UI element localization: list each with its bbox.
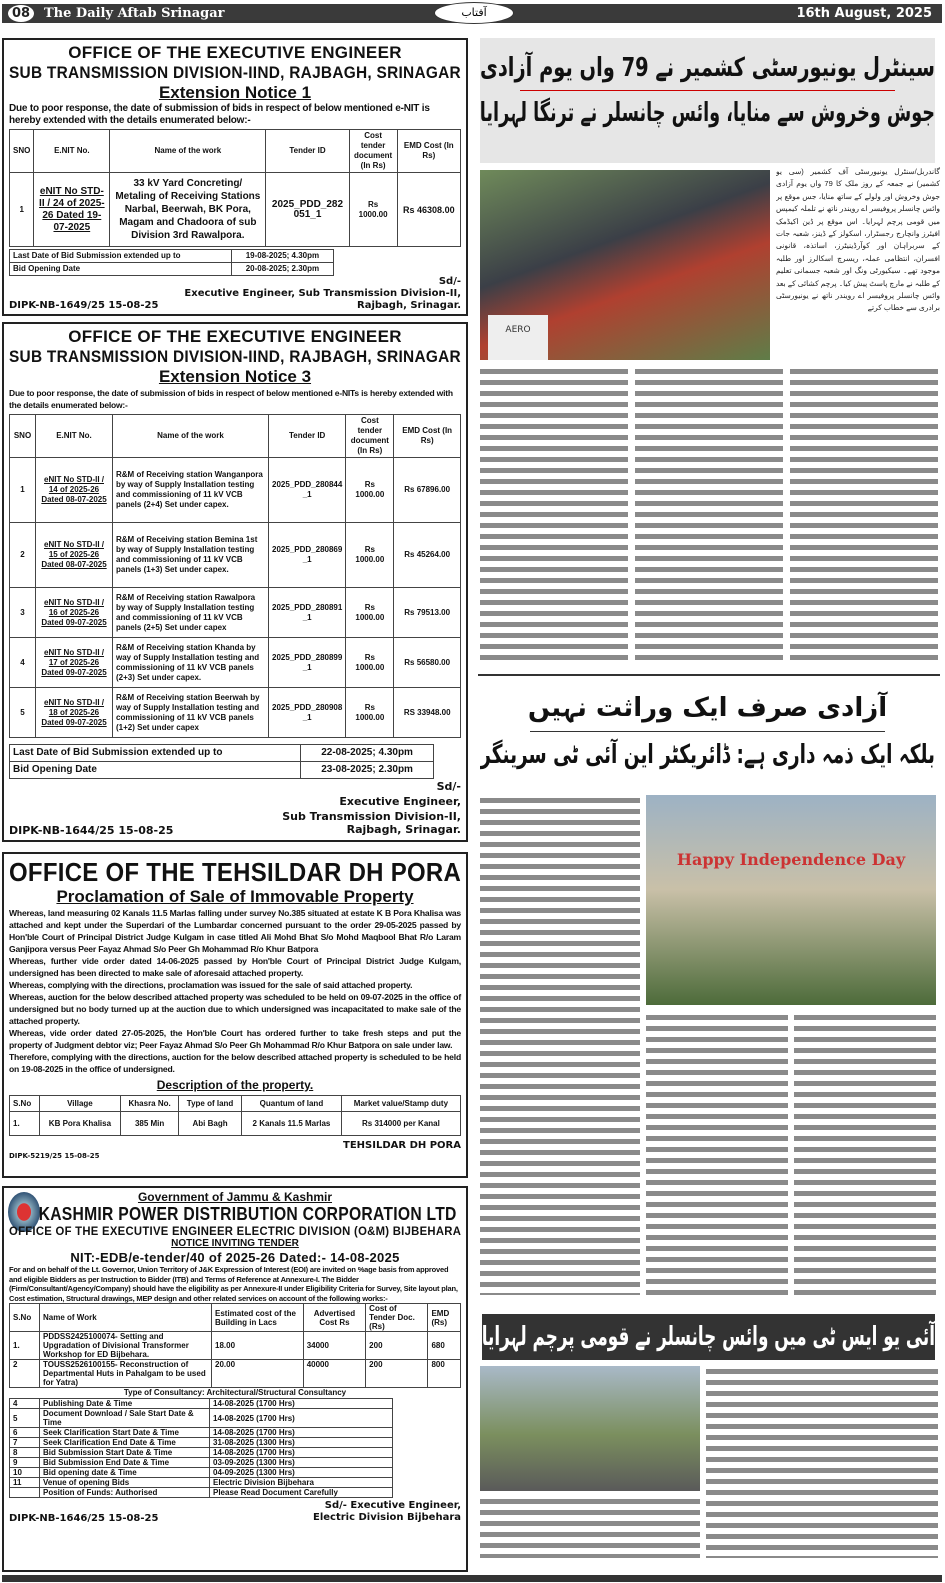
story1-photo-collage [480, 170, 770, 360]
schedule-value: 04-09-2025 (1300 Hrs) [210, 1468, 393, 1478]
cell-work: R&M of Receiving station Rawalpora by way of Supply Installation testing and commissioning of 11 kV VCB panels (2+5) Set under capex [113, 588, 269, 638]
col-tender-id: Tender ID [269, 415, 346, 458]
date-label: Last Date of Bid Submission extended up to [10, 250, 232, 263]
col-value: Market value/Stamp duty [341, 1096, 460, 1112]
division-title: SUB TRANSMISSION DIVISION-IIND, RAJBAGH, SRINAGAR [9, 63, 461, 82]
reference-number: DIPK-5219/25 15-08-25 [9, 1152, 100, 1160]
notice-title: Proclamation of Sale of Immovable Property [56, 887, 414, 906]
cell-sno: 4 [10, 638, 36, 688]
cell-enit: eNIT No STD-II / 14 of 2025-26 Dated 08-07-2025 [36, 458, 113, 523]
schedule-row [10, 1428, 393, 1438]
cell-emd: 680 [428, 1332, 461, 1360]
table-row [10, 1112, 461, 1136]
schedule-number: 4 [10, 1399, 40, 1409]
schedule-value: Electric Division Bijbehara [210, 1478, 393, 1488]
col-enit: E.NIT No. [34, 130, 110, 173]
story1-column [635, 366, 783, 666]
col-sno: S.No [10, 1096, 40, 1112]
story3-headline [482, 1314, 935, 1360]
cell-cost: Rs 1000.00 [346, 588, 394, 638]
cell-advertised: 40000 [303, 1360, 365, 1388]
schedule-number: 11 [10, 1478, 40, 1488]
place: Rajbagh, Srinagar. [357, 300, 461, 311]
table-row [10, 588, 461, 638]
story1-headline [480, 38, 935, 163]
table-row [10, 458, 461, 523]
story2-column [480, 795, 640, 1295]
schedule-row [10, 1438, 393, 1448]
dates-table [9, 249, 334, 276]
notice-title: Extension Notice 3 [158, 367, 312, 386]
col-work: Name of the work [110, 130, 266, 173]
masthead [2, 4, 942, 23]
schedule-number: 6 [10, 1428, 40, 1438]
notice-intro: For and on behalf of the Lt. Governor, Union Territory of J&K Expression of Interest (EOI) are invited on %age basis from approved and eligible Bidders as per Instruction to Bidder (ITB) and Terms of Reference at Annexure-I. The Bidder (Firm/Consultant/Agency/Company) should have the eligibility as per Annexure-II under Eligibility Criteria for Survey, Site layout plan, Cost estimation, Structural drawings, MEP design and other related services on account of the following works:- [9, 1265, 458, 1303]
cell-enit: eNIT No STD-II / 16 of 2025-26 Dated 09-07-2025 [36, 588, 113, 638]
story1-lead-text: گاندربل/سنٹرل یونیورسٹی آف کشمیر (سی یو کشمیر) نے جمعہ کے روز ملک کا 79 واں یوم آزادی جوش وخروش اور ولولے کے ساتھ منایا، جس موقع پر وائس چانسلر پروفیسر اے رویندر ناتھ نے تلملہ کیمپس میں قومی پرچم لہرایا۔ اس موقع پر ڈین اکیڈمک افیئرز وانچارج رجسٹرار، اسکولز کے ڈینز، شعبہ جات کے سربراہان اور کوآرڈینیٹرز، اساتذہ، قانونی افسران، انتظامی عملہ، ریسرچ اسکالرز اور طلبہ موجود تھے۔ سیکیورٹی ونگ اور شعبہ جسمانی تعلیم کے طلبہ نے مارچ پاسٹ پیش کیا۔ پرچم کشائی کے بعد وائس چانسلر پروفیسر اے رویندر ناتھ نے یونیورسٹی برادری سے خطاب کرتے [776, 167, 940, 313]
cell-tender-id: 2025_PDD_280908_1 [269, 688, 346, 738]
newspaper-logo: آفتاب [434, 2, 514, 24]
cell-sno: 1 [10, 458, 36, 523]
headline-line1: آزادی صرف ایک وراثت نہیں [527, 693, 888, 723]
sd: Sd/- [436, 780, 461, 793]
proclamation-paragraph: Whereas, vide order dated 27-05-2025, the Hon'ble Court has ordered further to take fresh steps and put the property of Judgment debtor viz; Peer Fayaz Ahmad S/o Peer Gh Mohammad R/o Khur Batpora on sale under law. [9, 1028, 461, 1050]
tehsildar-proclamation [2, 852, 468, 1178]
proclamation-paragraph: Whereas, complying with the directions, proclamation was issued for the sale of said attached property. [9, 980, 413, 990]
col-cost: Cost tender document (In Rs) [346, 415, 394, 458]
schedule-label: Bid opening date & Time [40, 1468, 210, 1478]
story1-column [480, 366, 628, 666]
signatory: Executive Engineer, Sub Transmission Division-II, [184, 288, 461, 299]
schedule-value: Please Read Document Carefully [210, 1488, 393, 1498]
story2-headline [480, 688, 935, 788]
office-title: OFFICE OF THE EXECUTIVE ENGINEER ELECTRIC DIVISION (O&M) BIJBEHARA [9, 1224, 462, 1238]
date-label: Bid Opening Date [10, 762, 301, 779]
col-tender-id: Tender ID [266, 130, 349, 173]
schedule-value: 14-08-2025 (1700 Hrs) [210, 1428, 393, 1438]
signatory-division: Sub Transmission Division-II, [282, 810, 461, 823]
schedule-label: Publishing Date & Time [40, 1399, 210, 1409]
schedule-value: 31-08-2025 (1300 Hrs) [210, 1438, 393, 1448]
banner-text: Happy Independence Day [676, 850, 906, 869]
schedule-table [9, 1398, 393, 1498]
cell-work: R&M of Receiving station Wanganpora by way of Supply Installation testing and commissioning of 11 kV VCB panels (2+4) Set under capex. [113, 458, 269, 523]
office-title: OFFICE OF THE EXECUTIVE ENGINEER [68, 43, 402, 62]
col-cost: Cost tender document (In Rs) [349, 130, 397, 173]
date-value: 22-08-2025; 4.30pm [301, 745, 434, 762]
tender-table [9, 129, 461, 247]
story1-column [790, 366, 938, 666]
col-advertised: Advertised Cost Rs [303, 1304, 365, 1332]
story3-column [706, 1366, 938, 1558]
cell-emd: Rs 45264.00 [394, 523, 461, 588]
date-value: 20-08-2025; 2.30pm [231, 263, 333, 276]
schedule-row [10, 1458, 393, 1468]
cell-advertised: 34000 [303, 1332, 365, 1360]
cell-sno: 1. [10, 1112, 40, 1136]
table-header [10, 415, 461, 458]
headline-divider [520, 90, 895, 91]
schedule-label: Seek Clarification End Date & Time [40, 1438, 210, 1448]
schedule-number: 7 [10, 1438, 40, 1448]
cell-enit: eNIT No STD-II / 17 of 2025-26 Dated 09-07-2025 [36, 638, 113, 688]
cell-sno: 3 [10, 588, 36, 638]
cell-type: Abi Bagh [179, 1112, 242, 1136]
cell-tender-id: 2025_PDD_280869_1 [269, 523, 346, 588]
property-table [9, 1095, 461, 1136]
page-number: 08 [8, 5, 34, 22]
cell-emd: Rs 67896.00 [394, 458, 461, 523]
col-emd: EMD Cost (In Rs) [394, 415, 461, 458]
cell-enit: eNIT No STD-II / 24 of 2025-26 Dated 19-07-2025 [34, 173, 110, 247]
signatory: TEHSILDAR DH PORA [343, 1140, 461, 1151]
cell-enit: eNIT No STD-II / 15 of 2025-26 Dated 08-07-2025 [36, 523, 113, 588]
cell-sno: 1 [10, 173, 34, 247]
kpdcl-tender-notice [2, 1186, 468, 1572]
newspaper-title: The Daily Aftab Srinagar [44, 6, 225, 21]
notice-title: Extension Notice 1 [158, 83, 312, 102]
table-row [10, 523, 461, 588]
headline: آئی یو ایس ٹی میں وائس چانسلر نے قومی پرچم لہرایا [482, 1322, 935, 1352]
schedule-label: Bid Submission End Date & Time [40, 1458, 210, 1468]
story3-column [480, 1496, 700, 1558]
government-title: Government of Jammu & Kashmir [137, 1190, 333, 1204]
col-emd: EMD Cost (In Rs) [397, 130, 460, 173]
col-khasra: Khasra No. [121, 1096, 179, 1112]
headline-divider [530, 731, 885, 732]
schedule-row [10, 1399, 393, 1409]
table-row [10, 1332, 461, 1360]
schedule-number: 8 [10, 1448, 40, 1458]
schedule-value: 14-08-2025 (1700 Hrs) [210, 1399, 393, 1409]
office-title: OFFICE OF THE TEHSILDAR DH PORA [9, 857, 462, 887]
cell-tender-id: 2025_PDD_280899_1 [269, 638, 346, 688]
table-row [10, 638, 461, 688]
schedule-label: Bid Submission Start Date & Time [40, 1448, 210, 1458]
cell-sno: 1. [10, 1332, 40, 1360]
date-value: 19-08-2025; 4.30pm [231, 250, 333, 263]
proclamation-paragraph: Whereas, further vide order dated 14-06-2025 passed by Hon'ble Court of Principal District Judge Kulgam, undersigned has been directed to make sale of aforesaid attached property. [9, 956, 461, 978]
col-sno: SNO [10, 130, 34, 173]
cell-cost: Rs 1000.00 [346, 458, 394, 523]
cell-estimate: 20.00 [212, 1360, 304, 1388]
col-doc-cost: Cost of Tender Doc. (Rs) [366, 1304, 428, 1332]
cell-quantum: 2 Kanals 11.5 Marlas [242, 1112, 342, 1136]
consultancy-type: Type of Consultancy: Architectural/Structural Consultancy [123, 1388, 347, 1397]
schedule-value: 14-08-2025 (1700 Hrs) [210, 1409, 393, 1428]
schedule-row [10, 1448, 393, 1458]
col-enit: E.NIT No. [36, 415, 113, 458]
cell-tender-id: 2025_PDD_282051_1 [266, 173, 349, 247]
col-village: Village [39, 1096, 120, 1112]
description-title: Description of the property. [156, 1078, 314, 1092]
cell-cost: Rs 1000.00 [349, 173, 397, 247]
cell-emd: Rs 79513.00 [394, 588, 461, 638]
story-divider [478, 674, 940, 676]
headline-line2: بلکہ ایک ذمہ داری ہے: ڈائریکٹر این آئی ٹی سرینگر [480, 740, 935, 770]
reference-number: DIPK-NB-1646/25 15-08-25 [9, 1513, 159, 1524]
schedule-value: 14-08-2025 (1700 Hrs) [210, 1448, 393, 1458]
cell-cost: Rs 1000.00 [346, 688, 394, 738]
table-row [10, 1360, 461, 1388]
cell-work: TOUSS2526100155- Reconstruction of Departmental Huts in Pahalgam to be used for Yatra) [40, 1360, 212, 1388]
cell-cost: Rs 1000.00 [346, 523, 394, 588]
schedule-row [10, 1409, 393, 1428]
place: Rajbagh, Srinagar. [346, 823, 461, 836]
story2-column [794, 1012, 936, 1295]
schedule-label: Document Download / Sale Start Date & Time [40, 1409, 210, 1428]
cell-sno: 2 [10, 1360, 40, 1388]
tender-table [9, 414, 461, 738]
cell-value: Rs 314000 per Kanal [341, 1112, 460, 1136]
schedule-number: 5 [10, 1409, 40, 1428]
cell-emd: Rs 46308.00 [397, 173, 460, 247]
cell-sno: 5 [10, 688, 36, 738]
cell-work: R&M of Receiving station Beerwah by way of Supply Installation testing and commissioning of 11 kV VCB panels (1+2) Set under capex [113, 688, 269, 738]
cell-emd: RS 33948.00 [394, 688, 461, 738]
notice-intro: Due to poor response, the date of submission of bids in respect of below mentioned e-NIT is hereby extended with the details enumerated below:- [9, 103, 430, 126]
office-title: OFFICE OF THE EXECUTIVE ENGINEER [68, 327, 402, 346]
schedule-number: 9 [10, 1458, 40, 1468]
table-header [10, 130, 461, 173]
headline-line2: جوش وخروش سے منایا، وائس چانسلر نے ترنگا لہرایا [480, 98, 935, 128]
signatory-division: Electric Division Bijbehara [312, 1512, 461, 1523]
footer-bar [2, 1575, 942, 1582]
division-title: SUB TRANSMISSION DIVISION-IIND, RAJBAGH, SRINAGAR [9, 347, 461, 366]
cell-enit: eNIT No STD-II / 18 of 2025-26 Dated 09-07-2025 [36, 688, 113, 738]
date-label: Bid Opening Date [10, 263, 232, 276]
col-sno: SNO [10, 415, 36, 458]
cell-work: 33 kV Yard Concreting/ Metaling of Receiving Stations Narbal, Beerwah, BK Pora, Magam and Chadoora of sub Division 3rd Rawalpora. [110, 173, 266, 247]
cell-tender-id: 2025_PDD_280891_1 [269, 588, 346, 638]
cell-work: R&M of Receiving station Bemina 1st by way of Supply Installation testing and commissioning of 11 kV VCB panels (1+3) Set under capex. [113, 523, 269, 588]
sd: Sd/- [438, 276, 461, 287]
reference-number: DIPK-NB-1644/25 15-08-25 [9, 824, 174, 837]
schedule-number [10, 1488, 40, 1498]
cell-doc-cost: 200 [366, 1332, 428, 1360]
issue-date: 16th August, 2025 [796, 6, 932, 21]
proclamation-paragraph: Therefore, complying with the directions, auction for the below described attached property is scheduled to be held on 19-08-2025 in the office of undersigned. [9, 1052, 461, 1074]
table-row [10, 688, 461, 738]
nit-number: NIT:-EDB/e-tender/40 of 2025-26 Dated:- 14-08-2025 [70, 1250, 400, 1265]
table-row [10, 173, 461, 247]
schedule-label: Seek Clarification Start Date & Time [40, 1428, 210, 1438]
cell-work: R&M of Receiving station Khanda by way of Supply Installation testing and commissioning of 11 kV VCB panels (2+3) Set under capex. [113, 638, 269, 688]
cell-cost: Rs 1000.00 [346, 638, 394, 688]
story2-column [646, 1012, 788, 1295]
proclamation-paragraph: Whereas, auction for the below described attached property was scheduled to be held on 09-07-2025 in the office of undersigned but no body turned up at the auction due to which undersigned was incapacitated to make sale of the attached property. [9, 992, 461, 1026]
col-sno: S.No [10, 1304, 40, 1332]
dates-table [9, 744, 434, 779]
notice-title: NOTICE INVITING TENDER [171, 1238, 299, 1249]
col-estimate: Estimated cost of the Building in Lacs [212, 1304, 304, 1332]
corporation-title: KASHMIR POWER DISTRIBUTION CORPORATION LTD [38, 1204, 457, 1224]
col-work: Name of Work [40, 1304, 212, 1332]
date-value: 23-08-2025; 2.30pm [301, 762, 434, 779]
extension-notice-3 [2, 322, 468, 842]
cell-tender-id: 2025_PDD_280844_1 [269, 458, 346, 523]
cell-estimate: 18.00 [212, 1332, 304, 1360]
cell-sno: 2 [10, 523, 36, 588]
notice-intro: Due to poor response, the date of submission of bids in respect of below mentioned e-NITs is hereby extended with the details enumerated below:- [9, 388, 453, 410]
cell-emd: 800 [428, 1360, 461, 1388]
schedule-label: Venue of opening Bids [40, 1478, 210, 1488]
proclamation-paragraph: Whereas, land measuring 02 Kanals 11.5 Marlas falling under survey No.385 situated at estate K B Pora Khalisa was attached and kept under the Superdari of the Lumbardar concerned pursuant to the order 29-05-2025 passed by Hon'ble Court of Principal District Judge Kulgam in case titled Ali Mohd Bhat S/o Mohd Maqbool Bhat R/o Laram Ganjipora versus Peer Fayaz Ahmad S/o Peer Gh Mohammad R/o Khur Batpora [9, 908, 461, 954]
headline-line1: سینٹرل یونیورسٹی کشمیر نے 79 واں یوم آزادی [480, 53, 935, 83]
col-quantum: Quantum of land [242, 1096, 342, 1112]
cell-khasra: 385 Min [121, 1112, 179, 1136]
schedule-value: 03-09-2025 (1300 Hrs) [210, 1458, 393, 1468]
story2-photo [646, 795, 936, 1005]
schedule-row [10, 1478, 393, 1488]
col-emd: EMD (Rs) [428, 1304, 461, 1332]
story3-photo [480, 1366, 700, 1491]
signatory: Executive Engineer, [339, 795, 461, 808]
schedule-row [10, 1468, 393, 1478]
schedule-number: 10 [10, 1468, 40, 1478]
date-label: Last Date of Bid Submission extended up to [10, 745, 301, 762]
cell-emd: Rs 56580.00 [394, 638, 461, 688]
podium: AERO [488, 315, 548, 360]
col-work: Name of the work [113, 415, 269, 458]
cell-work: PDDSS2425100074- Setting and Upgradation of Divisional Transformer Workshop for ED Bijbehara. [40, 1332, 212, 1360]
cell-village: KB Pora Khalisa [39, 1112, 120, 1136]
col-type: Type of land [179, 1096, 242, 1112]
signatory: Sd/- Executive Engineer, [324, 1500, 461, 1511]
schedule-label: Position of Funds: Authorised [40, 1488, 210, 1498]
reference-number: DIPK-NB-1649/25 15-08-25 [9, 300, 159, 311]
cell-doc-cost: 200 [366, 1360, 428, 1388]
extension-notice-1 [2, 38, 468, 316]
schedule-row [10, 1488, 393, 1498]
works-table [9, 1303, 461, 1388]
